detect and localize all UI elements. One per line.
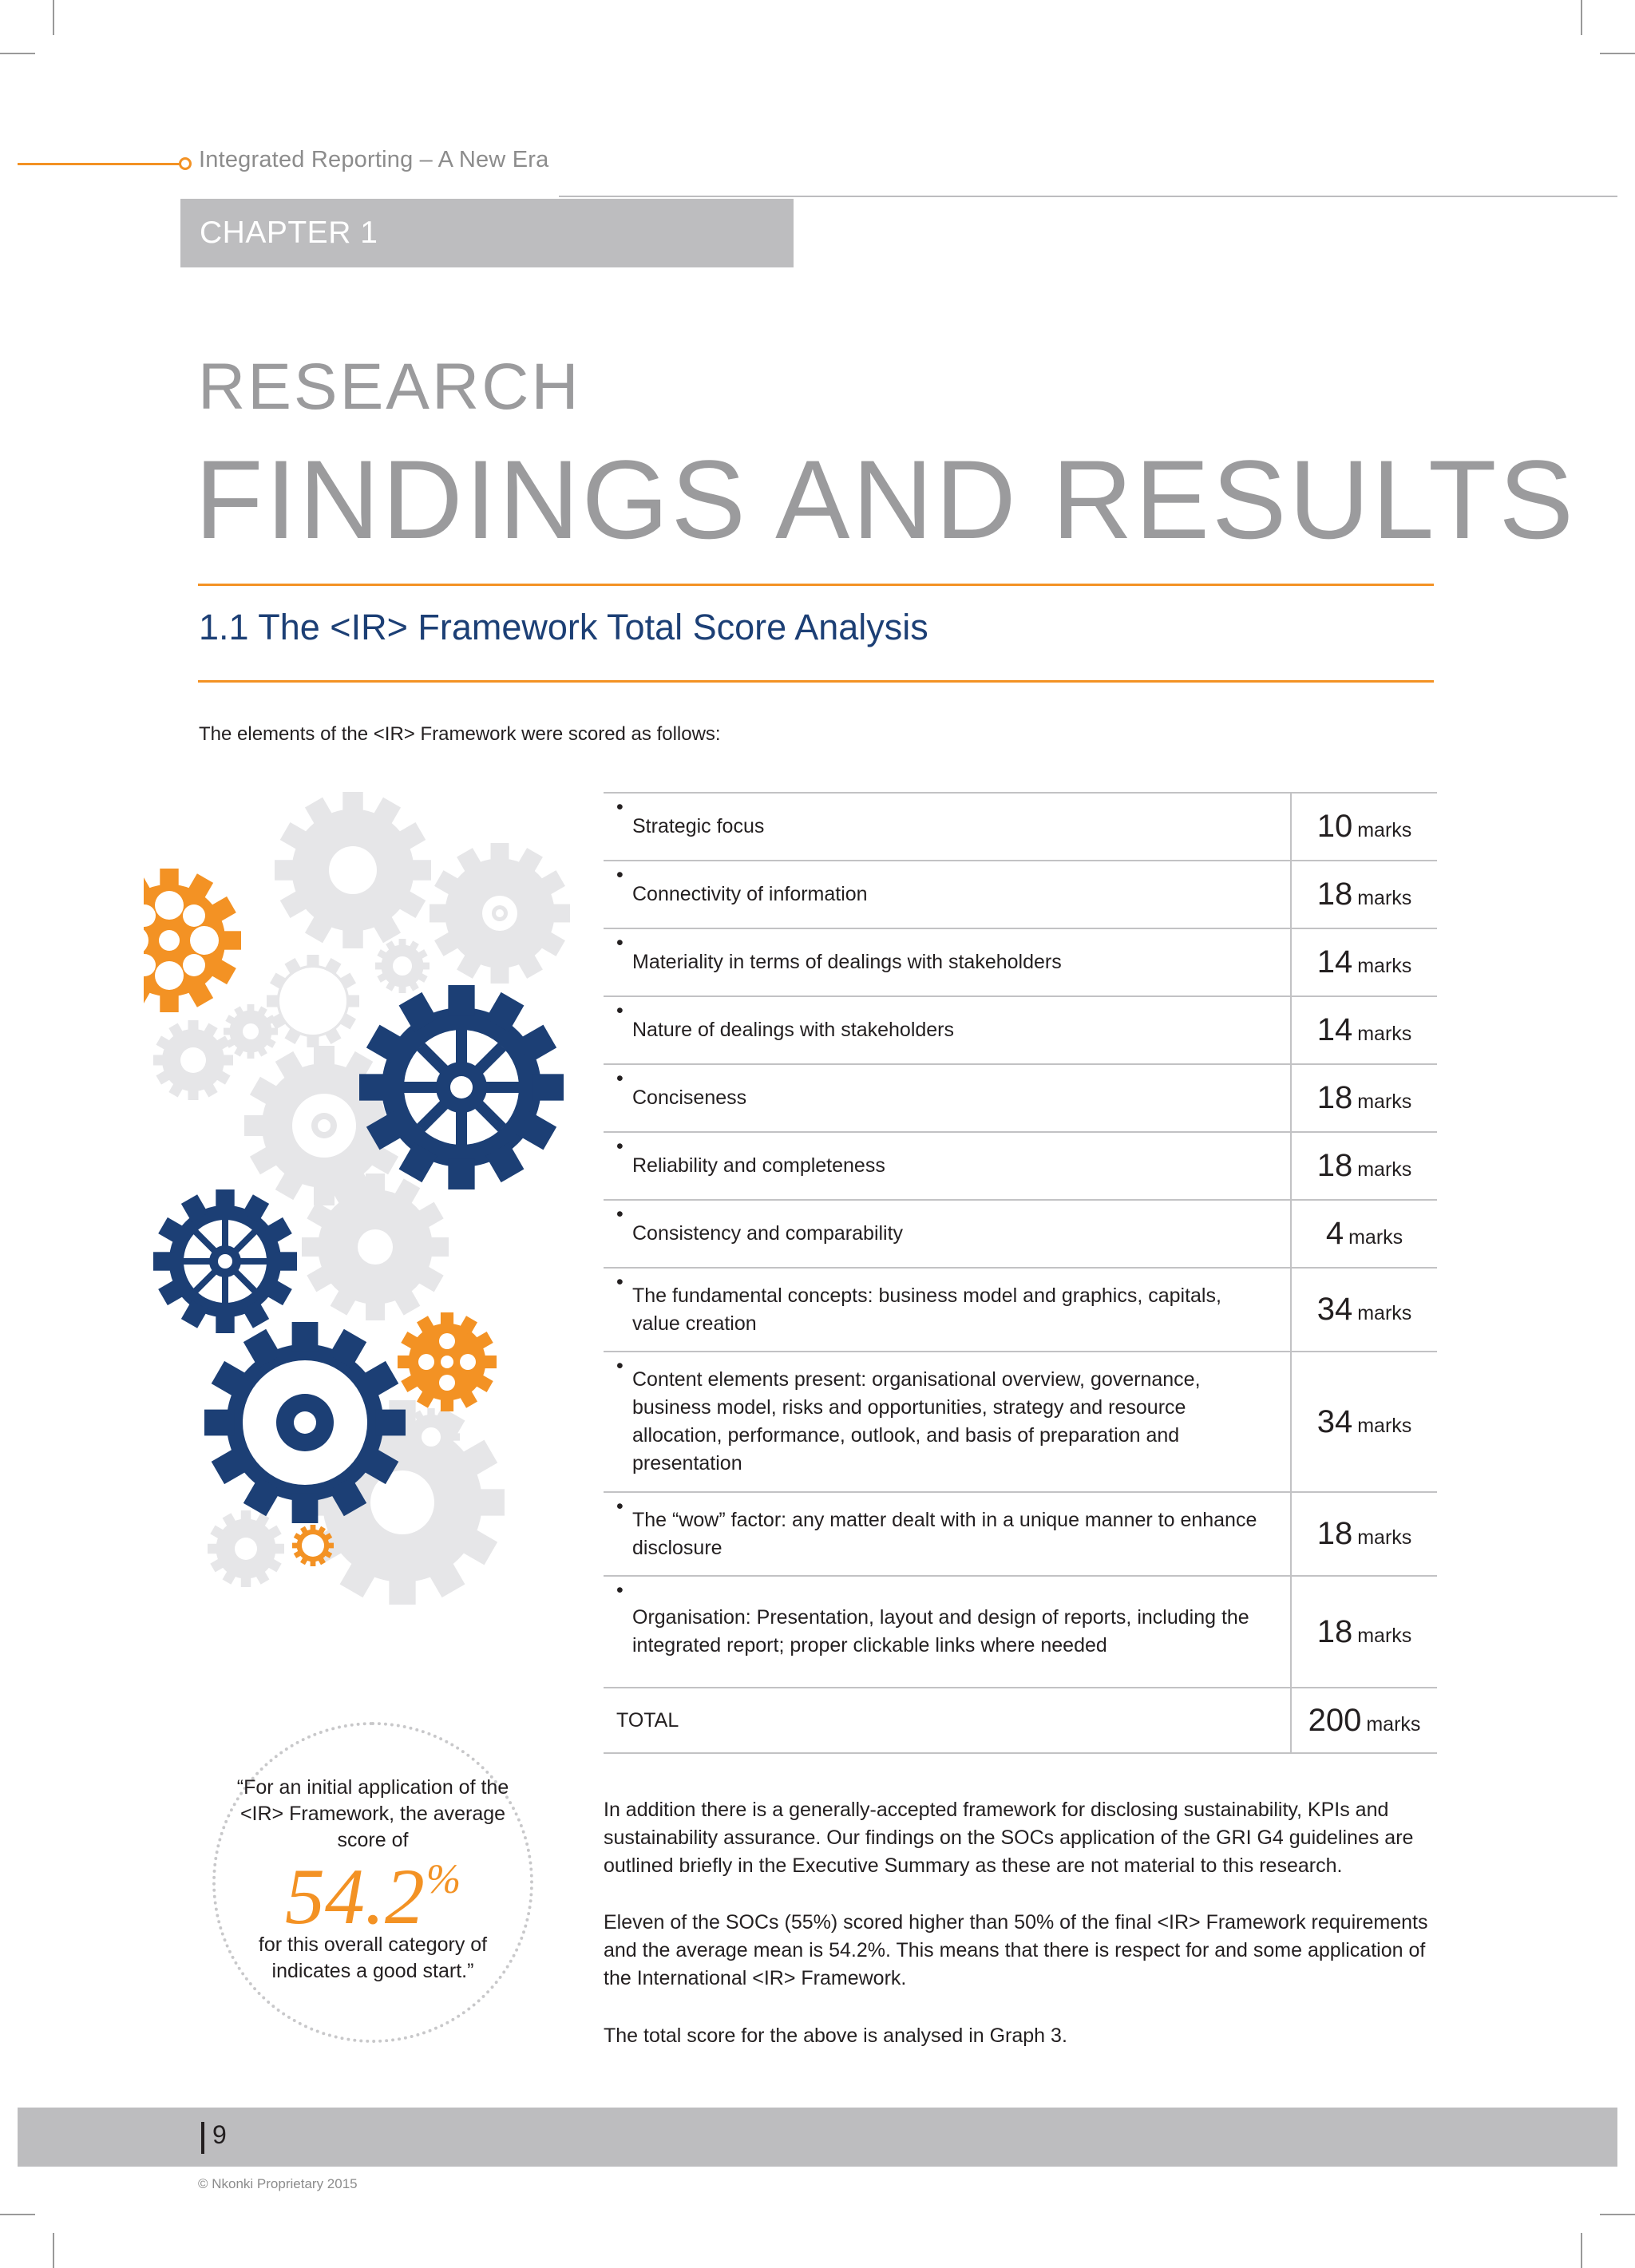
crop-mark: [0, 2214, 35, 2215]
table-row: [604, 1131, 1437, 1199]
crop-mark: [53, 0, 54, 35]
small-orange-gear-icon: [398, 1312, 497, 1411]
bullet: •: [616, 1495, 624, 1518]
quote-percent: %: [426, 1857, 461, 1902]
footer-bar: [18, 2108, 1617, 2167]
row-score: 34: [1316, 1292, 1353, 1327]
body-paragraph: In addition there is a generally-accepted framework for disclosing sustainability, KPIs and sustainability assurance. Our findings on the SOCs application of the GRI G4 guidelines are outlined briefly in the Executive Summary as these are not material to this research.: [604, 1799, 1414, 1877]
row-unit: marks: [1357, 819, 1412, 841]
orange-gear-icon: [144, 869, 241, 1012]
table-row: [604, 1199, 1437, 1267]
crop-mark: [0, 53, 35, 54]
table-row: [604, 995, 1437, 1063]
table-row: [604, 1491, 1437, 1575]
table-row: [604, 1063, 1437, 1131]
table-row: [604, 1267, 1437, 1351]
bullet: •: [616, 796, 624, 818]
row-score: 4: [1325, 1216, 1344, 1251]
row-label: Materiality in terms of dealings with stakeholders: [632, 951, 1062, 973]
bullet: •: [616, 1135, 624, 1158]
table-row: [604, 928, 1437, 995]
row-label: Content elements present: organisational overview, governance, business model, risks and opportunities, strategy and resource allocation, performance, outlook, and basis of preparation and presentation: [632, 1368, 1201, 1474]
row-score: 14: [1316, 944, 1353, 980]
navy-spoked-gear-icon: [153, 1189, 297, 1333]
row-unit: marks: [1366, 1712, 1421, 1736]
body-paragraph: The total score for the above is analysed in Graph 3.: [604, 2025, 1067, 2047]
running-title: Integrated Reporting – A New Era: [199, 147, 549, 172]
bullet: •: [616, 1579, 624, 1601]
crop-mark: [1581, 0, 1582, 35]
total-score: 200: [1308, 1702, 1362, 1738]
crop-mark: [1600, 53, 1635, 54]
table-row: [604, 792, 1437, 860]
bullet: •: [616, 864, 624, 886]
quote-value: 54.2: [284, 1852, 425, 1941]
crop-mark: [1600, 2214, 1635, 2215]
section-intro: The elements of the <IR> Framework were scored as follows:: [199, 723, 721, 745]
table-total-row: [604, 1687, 1437, 1754]
bullet: •: [616, 1355, 624, 1377]
row-unit: marks: [1357, 1624, 1412, 1647]
row-unit: marks: [1357, 1526, 1412, 1549]
page-number: 9: [212, 2120, 227, 2149]
row-unit: marks: [1357, 1023, 1412, 1045]
bullet: •: [616, 1271, 624, 1293]
row-unit: marks: [1348, 1226, 1403, 1249]
row-label: The fundamental concepts: business model and graphics, capitals, value creation: [632, 1284, 1221, 1335]
row-label: Connectivity of information: [632, 883, 868, 905]
table-row: [604, 1351, 1437, 1491]
section-rule-bottom: [198, 680, 1434, 683]
quote-text-after: for this overall category of indicates a good start.”: [258, 1934, 488, 1982]
row-score: 18: [1316, 1148, 1353, 1183]
total-label: TOTAL: [616, 1708, 679, 1732]
body-paragraph: Eleven of the SOCs (55%) scored higher than 50% of the final <IR> Framework requirements and the average mean is 54.2%. This means that there is respect for and some application of the International <IR> Framework.: [604, 1911, 1428, 1989]
row-unit: marks: [1357, 1158, 1412, 1181]
bullet: •: [616, 1067, 624, 1090]
row-score: 34: [1316, 1403, 1353, 1439]
row-label: Strategic focus: [632, 815, 765, 837]
row-label: Reliability and completeness: [632, 1154, 885, 1177]
table-row: [604, 1575, 1437, 1687]
row-label: Consistency and comparability: [632, 1222, 904, 1245]
bullet: •: [616, 932, 624, 954]
crop-mark: [1581, 2233, 1582, 2268]
row-score: 18: [1316, 877, 1353, 912]
copyright: © Nkonki Proprietary 2015: [198, 2176, 358, 2191]
header-accent-dot: [179, 157, 192, 170]
quote-highlight: [236, 1840, 509, 1941]
row-label: Conciseness: [632, 1087, 747, 1109]
table-row: [604, 860, 1437, 928]
row-label: The “wow” factor: any matter dealt with in a unique manner to enhance disclosure: [632, 1508, 1257, 1559]
row-unit: marks: [1357, 1302, 1412, 1324]
row-unit: marks: [1357, 1090, 1412, 1113]
section-rule-top: [198, 584, 1434, 586]
bullet: •: [616, 1203, 624, 1225]
row-score: 18: [1316, 1080, 1353, 1115]
row-score: 18: [1316, 1613, 1353, 1649]
header-accent-line: [18, 163, 182, 165]
quote-text-before: “For an initial application of the <IR> Framework, the average score of: [236, 1776, 509, 1851]
bullet: •: [616, 999, 624, 1022]
score-table: [604, 792, 1437, 1754]
heading-findings: FINDINGS AND RESULTS: [195, 437, 1576, 562]
row-score: 10: [1316, 809, 1353, 844]
row-unit: marks: [1357, 887, 1412, 909]
page-number-divider: [201, 2122, 204, 2154]
row-unit: marks: [1357, 1414, 1412, 1437]
crop-mark: [53, 2233, 54, 2268]
row-unit: marks: [1357, 955, 1412, 977]
header-rule: [559, 196, 1617, 197]
row-label: Organisation: Presentation, layout and design of reports, including the integrated report; proper clickable links where needed: [632, 1606, 1249, 1656]
row-label: Nature of dealings with stakeholders: [632, 1019, 955, 1041]
gears-illustration: [144, 790, 575, 1692]
section-title: 1.1 The <IR> Framework Total Score Analysis: [199, 607, 928, 647]
chapter-label: CHAPTER 1: [180, 199, 794, 267]
row-score: 18: [1316, 1516, 1353, 1551]
row-score: 14: [1316, 1012, 1353, 1047]
heading-research: RESEARCH: [198, 350, 581, 423]
